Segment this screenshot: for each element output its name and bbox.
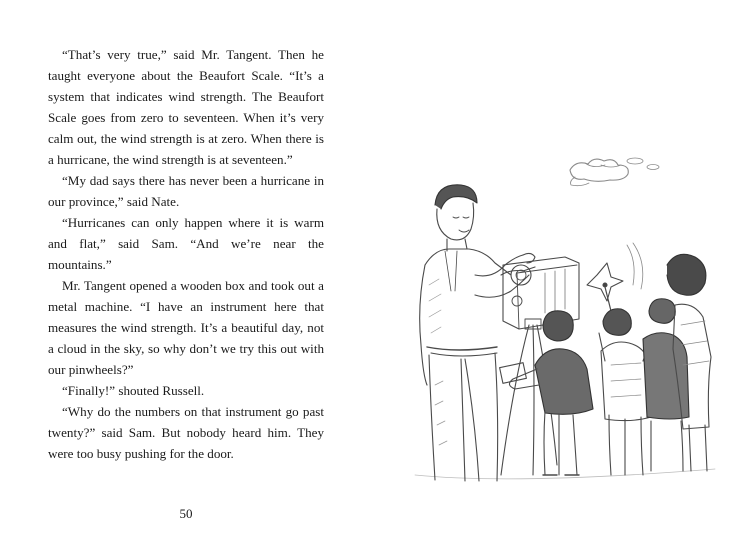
story-text (48, 44, 324, 464)
paragraph-3: “Hurricanes can only happen where it is warm and flat,” said Sam. “And we’re near the mountains.” (48, 215, 324, 272)
teacher-figure-icon (420, 185, 535, 481)
child-figure-icon (599, 309, 651, 475)
page-number: 50 (179, 506, 193, 521)
paragraph-2: “My dad says there has never been a hurricane in our province,” said Nate. (48, 173, 324, 209)
children-group-icon (643, 254, 711, 471)
paragraph-4: Mr. Tangent opened a wooden box and took out a metal machine. “I have an instrument here that measures the wind strength. It’s a beautiful day, not a cloud in the sky, so why don’t we try this out with our pinwheels?” (48, 278, 324, 377)
illustration-sketch-icon (405, 125, 725, 505)
cloud-icon (570, 158, 659, 186)
paragraph-1: “That’s very true,” said Mr. Tangent. Then he taught everyone about the Beaufort Scale. “It’s a system that indicates wind strength. The Beaufort Scale goes from zero to seventeen. When it’s very calm out, the wind strength is at zero. When there is a hurricane, the wind strength is at seventeen.” (48, 47, 324, 167)
paragraph-6: “Why do the numbers on that instrument go past twenty?” said Sam. But nobody heard him. They were too busy pushing for the door. (48, 404, 324, 461)
paragraph-5: “Finally!” shouted Russell. (62, 383, 205, 398)
